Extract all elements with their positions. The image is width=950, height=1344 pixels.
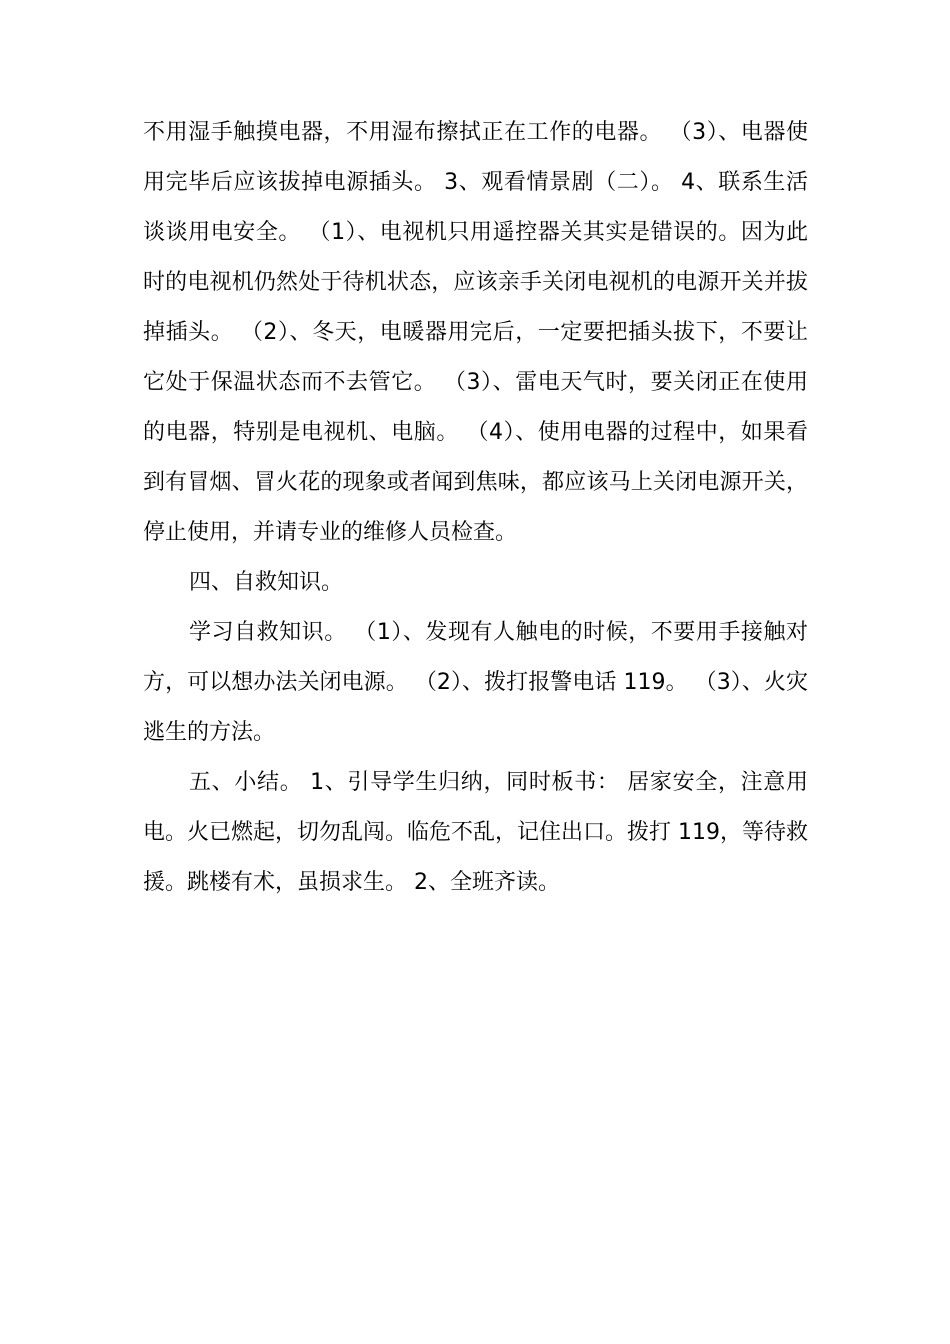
paragraph-self-rescue: 学习自救知识。 （1）、发现有人触电的时候，不要用手接触对方，可以想办法关闭电源。 （2）、拨打报警电话 119。 （3）、火灾逃生的方法。 xyxy=(143,620,808,745)
paragraph-electrical-safety: 不用湿手触摸电器，不用湿布擦拭正在工作的电器。 （3）、电器使用完毕后应该拔掉电源插头。 3、观看情景剧（二）。 4、联系生活谈谈用电安全。 （1）、电视机只用遥控器关其实是错误的。因为此时的电视机仍然处于待机状态，应该亲手关闭电视机的电源开关并拔掉插头。 （2）、冬天，电暖器用完后，一定要把插头拔下，不要让它处于保温状态而不去管它。 （3）、雷电天气时，要关闭正在使用的电器，特别是电视机、电脑。 （4）、使用电器的过程中，如果看到有冒烟、冒火花的现象或者闻到焦味，都应该马上关闭电源开关，停止使用，并请专业的维修人员检查。 xyxy=(143,120,808,545)
section-heading-self-rescue: 四、自救知识。 xyxy=(189,570,344,595)
paragraph-summary: 五、小结。 1、引导学生归纳，同时板书： 居家安全，注意用电。火已燃起，切勿乱闯。临危不乱，记住出口。拨打 119，等待救援。跳楼有术，虽损求生。 2、全班齐读。 xyxy=(143,770,808,895)
document-body xyxy=(143,108,808,908)
